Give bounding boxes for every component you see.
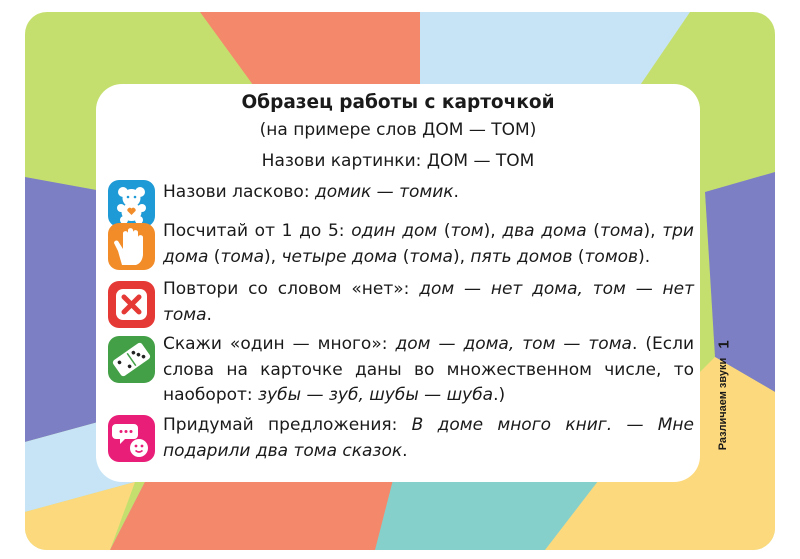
- task-text-plural: Скажи «один — много»: дом — дома, том — тома. (Если слова на карточке даны во множественном числе, то наоборот: зубы — зуб, шубы — шуба.): [163, 334, 694, 405]
- domino-icon: [108, 336, 155, 383]
- page-number: 1: [715, 340, 733, 349]
- task-text-diminutive: Назови ласково: домик — томик.: [163, 182, 459, 202]
- card-subtitle: (на примере слов ДОМ — ТОМ): [259, 120, 537, 140]
- name-pictures-line: Назови картинки: ДОМ — ТОМ: [261, 151, 535, 171]
- hand-icon: [108, 223, 155, 270]
- cross-icon: [108, 281, 155, 328]
- side-tab: [708, 336, 742, 476]
- task-text-sentences: Придумай предложения: В доме много книг. — Мне подарили два тома сказок.: [163, 415, 694, 461]
- speech-bubble-icon: [108, 415, 155, 462]
- card-title: Образец работы с карточкой: [241, 92, 555, 113]
- task-text-negation: Повтори со словом «нет»: дом — нет дома, том — нет тома.: [163, 279, 694, 325]
- teddy-bear-icon: [108, 180, 155, 227]
- task-text-counting: Посчитай от 1 до 5: один дом (том), два дома (тома), три дома (тома), четыре дома (тома), пять домов (томов).: [163, 221, 694, 267]
- section-label: Различаем звуки: [717, 357, 729, 451]
- instruction-panel: [96, 84, 700, 482]
